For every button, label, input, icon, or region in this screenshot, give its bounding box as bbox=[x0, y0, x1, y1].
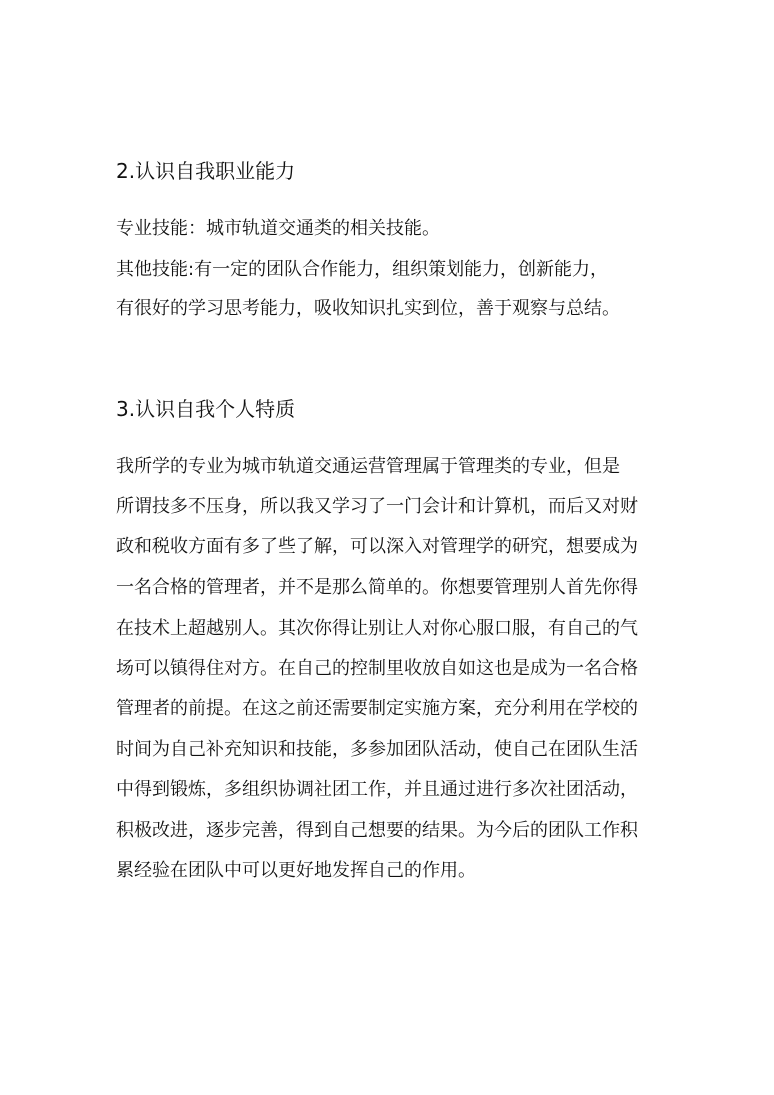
paragraph-line: 在技术上超越别人。其次你得让别让人对你心服口服，有自己的气 bbox=[116, 618, 638, 639]
section-heading-career-ability: 2.认识自我职业能力 bbox=[116, 159, 296, 183]
paragraph-line: 一名合格的管理者，并不是那么简单的。你想要管理别人首先你得 bbox=[116, 577, 638, 598]
paragraph-line: 场可以镇得住对方。在自己的控制里收放自如这也是成为一名合格 bbox=[116, 658, 638, 679]
paragraph-line: 我所学的专业为城市轨道交通运营管理属于管理类的专业，但是 bbox=[116, 456, 620, 477]
paragraph-line: 政和税收方面有多了些了解，可以深入对管理学的研究，想要成为 bbox=[116, 536, 638, 557]
paragraph-line: 积极改进，逐步完善，得到自己想要的结果。为今后的团队工作积 bbox=[116, 820, 638, 841]
paragraph-line: 专业技能：城市轨道交通类的相关技能。 bbox=[116, 218, 440, 239]
paragraph-line: 累经验在团队中可以更好地发挥自己的作用。 bbox=[116, 860, 476, 881]
paragraph-line: 时间为自己补充知识和技能，多参加团队活动，使自己在团队生活 bbox=[116, 739, 638, 760]
section-heading-personal-traits: 3.认识自我个人特质 bbox=[116, 397, 296, 421]
paragraph-line: 所谓技多不压身，所以我又学习了一门会计和计算机，而后又对财 bbox=[116, 496, 638, 517]
paragraph-line: 中得到锻炼，多组织协调社团工作，并且通过进行多次社团活动， bbox=[116, 779, 638, 800]
paragraph-line: 管理者的前提。在这之前还需要制定实施方案，充分利用在学校的 bbox=[116, 698, 638, 719]
paragraph-line: 其他技能:有一定的团队合作能力，组织策划能力，创新能力， bbox=[116, 259, 609, 280]
paragraph-line: 有很好的学习思考能力，吸收知识扎实到位，善于观察与总结。 bbox=[116, 298, 620, 319]
